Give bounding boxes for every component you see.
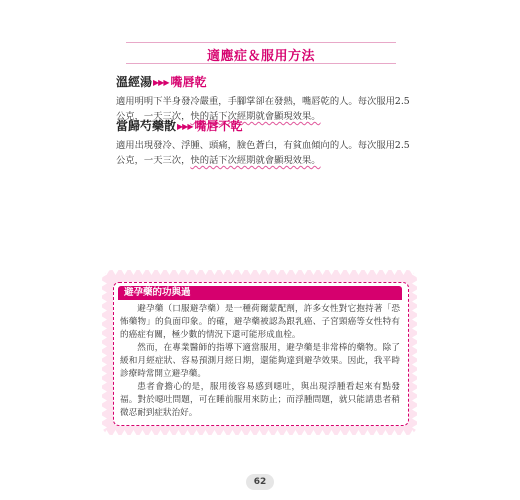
scallop-notch [412, 317, 422, 323]
scallop-notch [221, 430, 227, 440]
scallop-border-bottom [102, 430, 417, 440]
entry-body-emphasis: 快的話下次經期就會顯現效果。 [190, 155, 321, 166]
scallop-notch [131, 265, 137, 275]
scallop-notch [97, 416, 107, 422]
entry-title [116, 74, 416, 90]
scallop-notch [212, 265, 218, 275]
entry-body-emphasis: 快的話下次經期就會顯現效果。 [190, 111, 321, 122]
scallop-notch [97, 344, 107, 350]
scallop-notch [365, 430, 371, 440]
entry-symptom: 嘴唇乾 [170, 75, 207, 89]
page-number: 62 [246, 474, 274, 490]
scallop-notch [113, 430, 119, 440]
scallop-notch [412, 398, 422, 404]
scallop-notch [412, 416, 422, 422]
scallop-notch [347, 265, 353, 275]
scallop-notch [176, 430, 182, 440]
scallop-notch [140, 430, 146, 440]
scallop-notch [167, 430, 173, 440]
triple-arrow-icon: ▶▶▶ [177, 122, 193, 131]
note-body [120, 303, 400, 420]
scallop-notch [185, 265, 191, 275]
scallop-notch [266, 265, 272, 275]
scallop-notch [97, 407, 107, 413]
scallop-notch [329, 430, 335, 440]
scallop-notch [97, 389, 107, 395]
scallop-notch [97, 371, 107, 377]
scallop-notch [97, 317, 107, 323]
scallop-notch [320, 265, 326, 275]
scallop-notch [412, 344, 422, 350]
note-title: 避孕藥的功與過 [124, 287, 191, 298]
scallop-notch [248, 265, 254, 275]
scallop-notch [167, 265, 173, 275]
scallop-notch [185, 430, 191, 440]
scallop-notch [329, 265, 335, 275]
scallop-notch [412, 326, 422, 332]
scallop-notch [149, 265, 155, 275]
scallop-notch [212, 430, 218, 440]
scallop-notch [302, 430, 308, 440]
scallop-notch [248, 430, 254, 440]
prescription-entry [116, 74, 416, 124]
scallop-notch [97, 299, 107, 305]
scallop-border-top [102, 265, 417, 275]
triple-arrow-icon: ▶▶▶ [153, 78, 169, 87]
scallop-notch [140, 265, 146, 275]
scallop-notch [176, 265, 182, 275]
scallop-notch [97, 326, 107, 332]
scallop-notch [158, 430, 164, 440]
entry-body-text: 適用明明下半身發冷嚴重，手腳掌卻在發熱，嘴唇乾的人。每次服用2.5公克，一天三次， [116, 96, 410, 122]
scallop-notch [266, 430, 272, 440]
scallop-notch [320, 430, 326, 440]
scallop-notch [194, 430, 200, 440]
scallop-notch [412, 362, 422, 368]
scallop-notch [122, 265, 128, 275]
scallop-border-left [97, 270, 107, 435]
scallop-notch [392, 265, 398, 275]
scallop-notch [338, 265, 344, 275]
scallop-notch [284, 265, 290, 275]
scallop-notch [149, 430, 155, 440]
scallop-notch [122, 430, 128, 440]
scallop-notch [97, 380, 107, 386]
scallop-notch [356, 430, 362, 440]
scallop-notch [401, 265, 407, 275]
scallop-border-right [412, 270, 422, 435]
scallop-notch [230, 265, 236, 275]
scallop-notch [97, 272, 107, 278]
scallop-notch [356, 265, 362, 275]
scallop-notch [221, 265, 227, 275]
scallop-notch [293, 265, 299, 275]
scallop-notch [97, 353, 107, 359]
note-paragraph: 然而，在專業醫師的指導下適當服用，避孕藥是非常棒的藥物。除了緩和月經症狀、容易預測月經日期，還能夠達到避孕效果。因此，我平時診療時常開立避孕藥。 [120, 343, 400, 379]
scallop-notch [392, 430, 398, 440]
entry-symptom: 嘴唇不乾 [194, 119, 243, 133]
heading-rule-top [126, 42, 396, 43]
scallop-notch [293, 430, 299, 440]
section-heading-text: 適應症＆服用方法 [206, 49, 315, 64]
scallop-notch [311, 430, 317, 440]
scallop-notch [412, 272, 422, 278]
prescription-entry [116, 118, 416, 168]
scallop-notch [113, 265, 119, 275]
scallop-notch [97, 281, 107, 287]
scallop-notch [131, 430, 137, 440]
scallop-notch [257, 430, 263, 440]
scallop-notch [302, 265, 308, 275]
scallop-notch [97, 308, 107, 314]
heading-rule-bottom [126, 63, 396, 64]
scallop-notch [412, 335, 422, 341]
scallop-notch [97, 362, 107, 368]
scallop-notch [412, 299, 422, 305]
scallop-notch [412, 308, 422, 314]
scallop-notch [158, 265, 164, 275]
scallop-notch [257, 265, 263, 275]
entry-name: 溫經湯 [116, 75, 153, 89]
scallop-notch [97, 425, 107, 431]
scallop-notch [412, 371, 422, 377]
entry-body [116, 138, 416, 168]
scallop-notch [203, 430, 209, 440]
scallop-notch [203, 265, 209, 275]
scallop-notch [275, 265, 281, 275]
entry-body-text: 適用出現發冷、浮腫、頭痛，臉色蒼白，有貧血傾向的人。每次服用2.5公克，一天三次， [116, 140, 410, 166]
scallop-notch [230, 430, 236, 440]
scallop-notch [97, 290, 107, 296]
scallop-notch [412, 407, 422, 413]
scallop-notch [383, 265, 389, 275]
scallop-notch [412, 380, 422, 386]
scallop-notch [412, 281, 422, 287]
scallop-notch [412, 290, 422, 296]
scallop-notch [412, 353, 422, 359]
scallop-notch [365, 265, 371, 275]
scallop-notch [347, 430, 353, 440]
section-heading [126, 42, 396, 64]
scallop-notch [97, 335, 107, 341]
scallop-notch [275, 430, 281, 440]
entry-name: 當歸芍藥散 [116, 119, 177, 133]
scallop-notch [374, 430, 380, 440]
note-paragraph: 患者會擔心的是，服用後容易感到噁吐，與出現浮腫看起來有點發福。對於噁吐問題，可在睡前服用來防止；而浮腫問題，就只能請患者稍微忍耐到症狀治好。 [120, 382, 400, 418]
scallop-notch [194, 265, 200, 275]
scallop-notch [383, 430, 389, 440]
scallop-notch [338, 430, 344, 440]
scallop-notch [97, 398, 107, 404]
scallop-notch [401, 430, 407, 440]
scallop-notch [239, 430, 245, 440]
scallop-notch [412, 425, 422, 431]
note-paragraph: 避孕藥（口服避孕藥）是一種荷爾蒙配劑，許多女性對它抱持著「恐怖藥物」的負面印象。的確，避孕藥被認為跟乳癌、子宮頸癌等女性特有的癌症有關，極少數的情況下還可能形成血栓。 [120, 304, 400, 340]
scallop-notch [374, 265, 380, 275]
entry-title [116, 118, 416, 134]
scallop-notch [284, 430, 290, 440]
scallop-notch [311, 265, 317, 275]
scallop-notch [412, 389, 422, 395]
scallop-notch [239, 265, 245, 275]
